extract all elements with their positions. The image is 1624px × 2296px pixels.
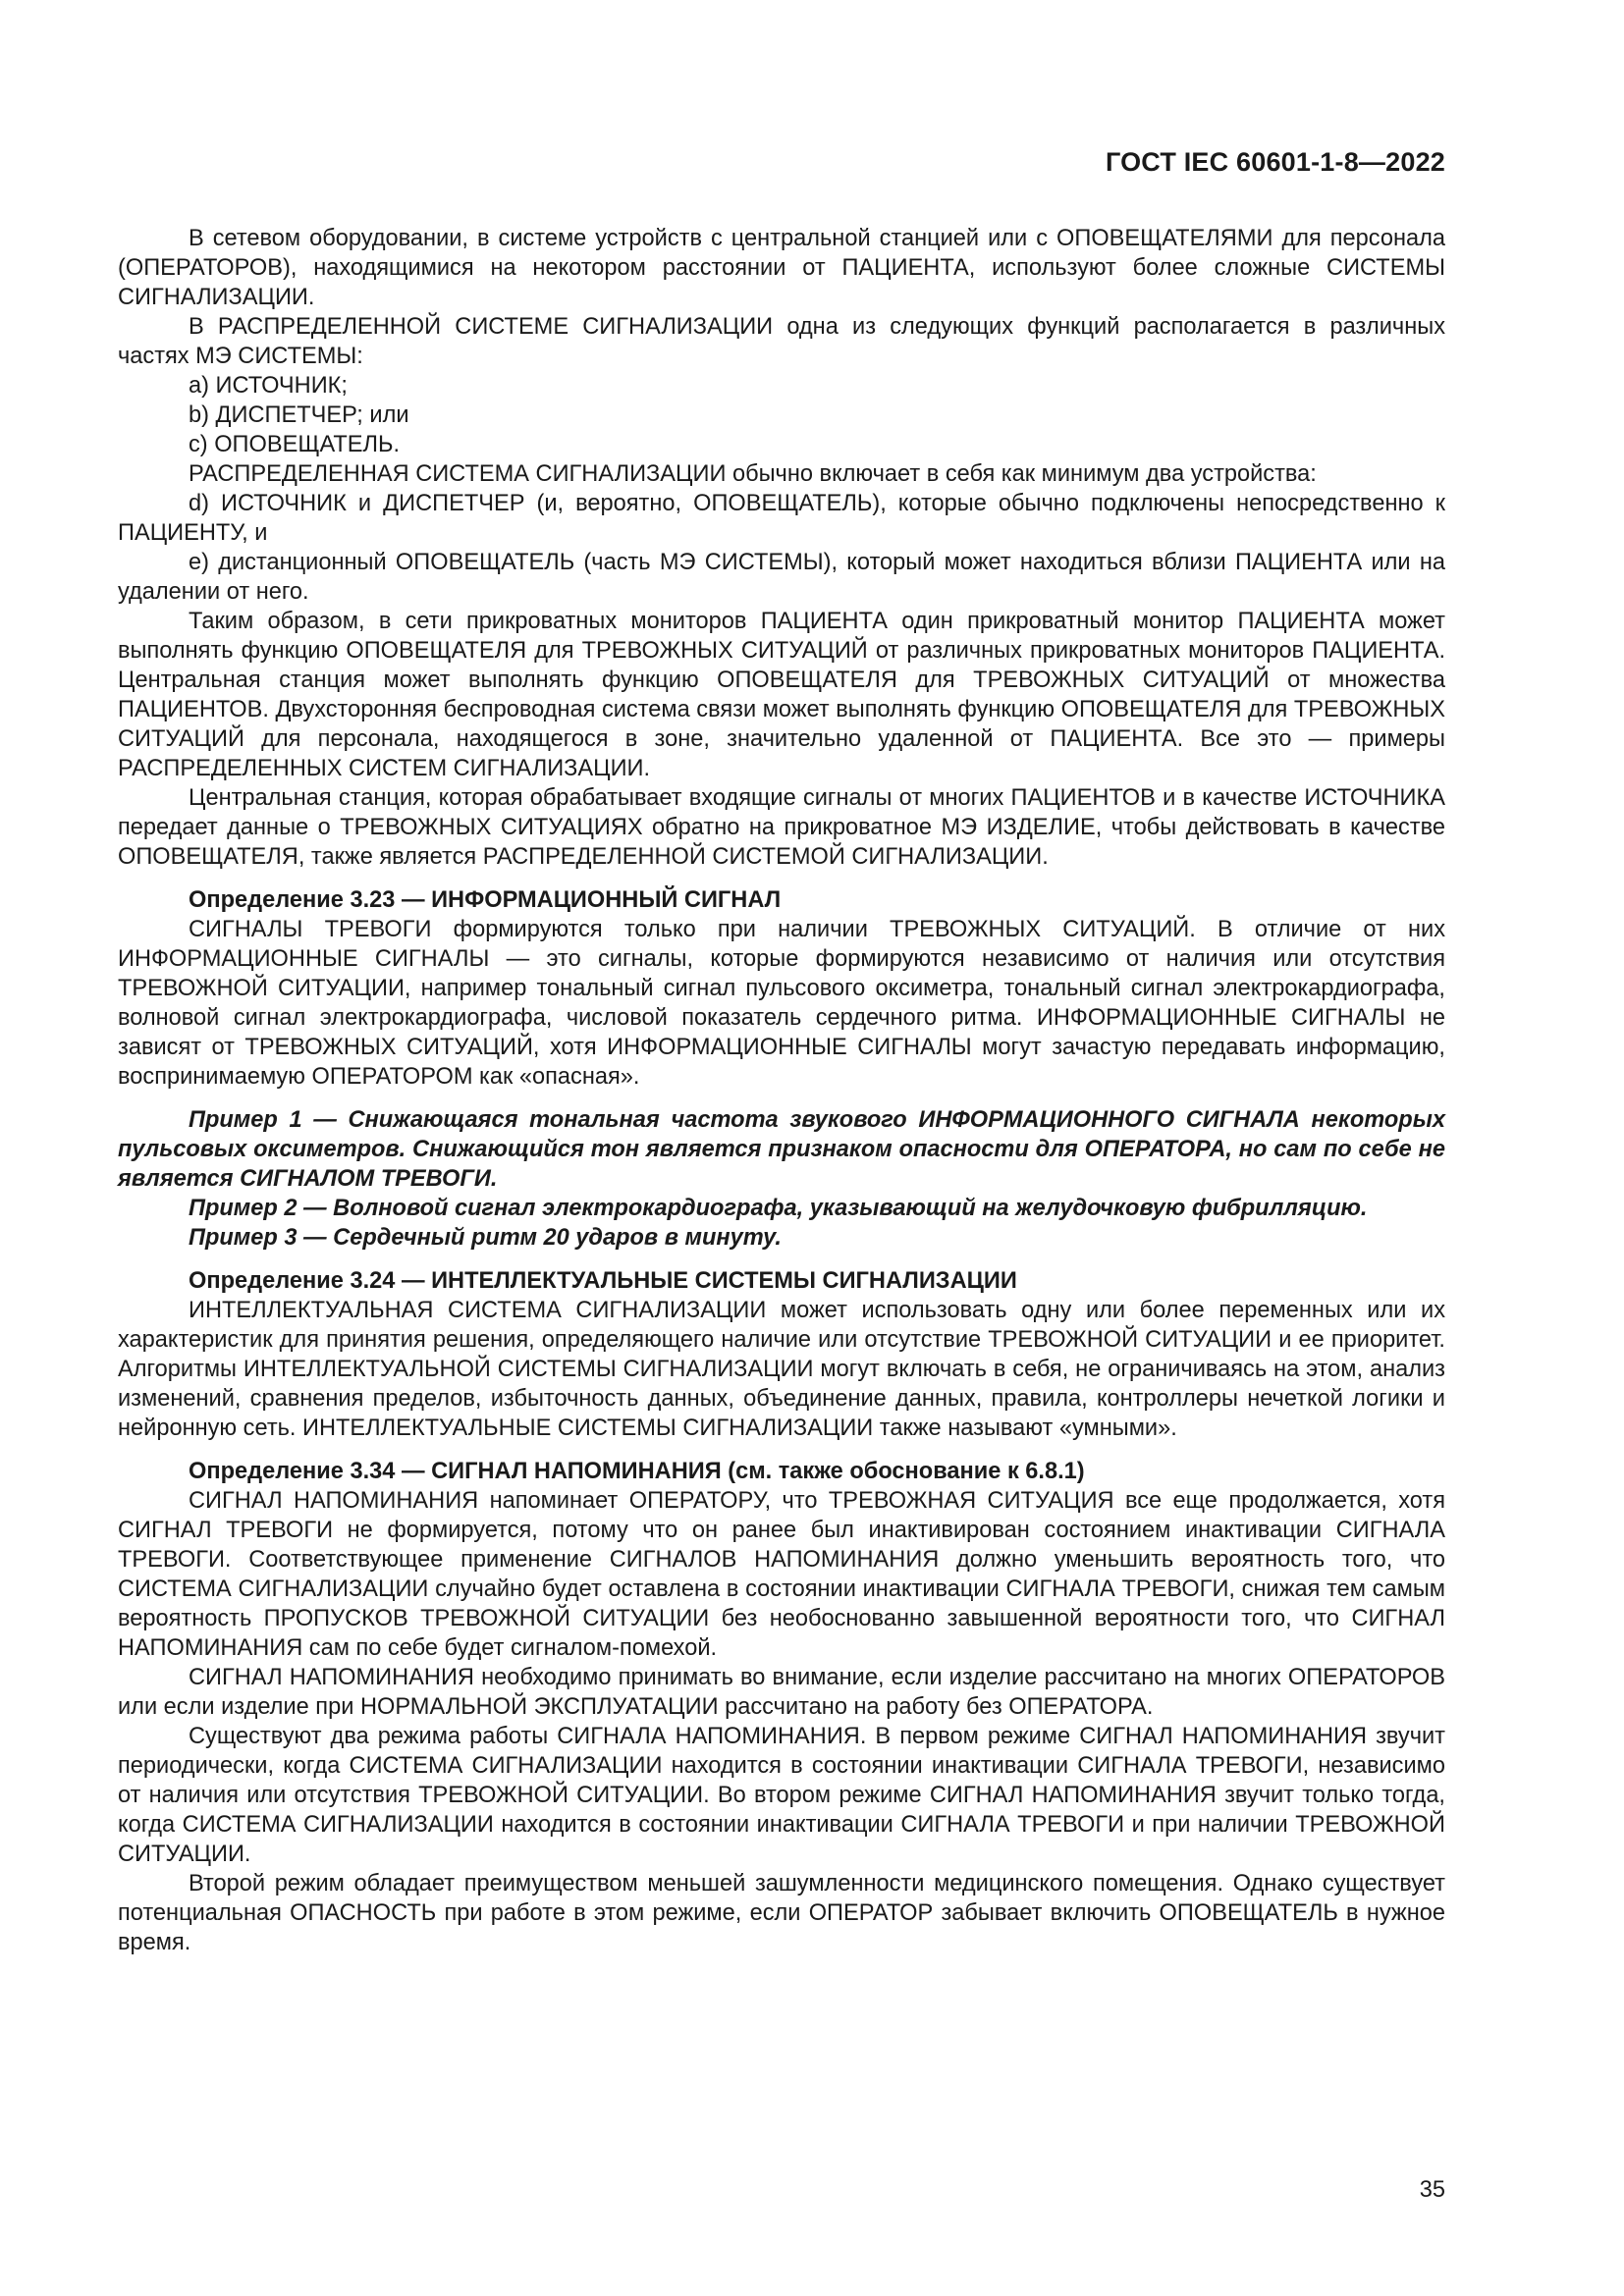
body-paragraph: c) ОПОВЕЩАТЕЛЬ. bbox=[189, 432, 401, 457]
body-paragraph: РАСПРЕДЕЛЕННАЯ СИСТЕМА СИГНАЛИЗАЦИИ обычно включает в себя как минимум два устройства: bbox=[189, 461, 1317, 487]
body-paragraph: ИНТЕЛЛЕКТУАЛЬНАЯ СИСТЕМА СИГНАЛИЗАЦИИ может использовать одну или более переменных или их характеристик для принятия решения, определяющего наличие или отсутствие ТРЕВОЖНОЙ СИТУАЦИИ и ее приоритет. Алгоритмы ИНТЕЛЛЕКТУАЛЬНОЙ СИСТЕМЫ СИГНАЛИЗАЦИИ могут включать в себя, не ограничиваясь на этом, анализ изменений, сравнения пределов, избыточность данных, объединение данных, правила, контроллеры нечеткой логики и нейронную сеть. ИНТЕЛЛЕКТУАЛЬНЫЕ СИСТЕМЫ СИГНАЛИЗАЦИИ также называют «умными». bbox=[118, 1298, 1445, 1441]
document-code-header: ГОСТ IEC 60601-1-8—2022 bbox=[1105, 147, 1445, 177]
body-paragraph: СИГНАЛЫ ТРЕВОГИ формируются только при наличии ТРЕВОЖНЫХ СИТУАЦИЙ. В отличие от них ИНФОРМАЦИОННЫЕ СИГНАЛЫ — это сигналы, которые формируются независимо от наличия или отсутствия ТРЕВОЖНОЙ СИТУАЦИИ, например тональный сигнал пульсового оксиметра, тональный сигнал электрокардиографа, волновой сигнал электрокардиографа, числовой показатель сердечного ритма. ИНФОРМАЦИОННЫЕ СИГНАЛЫ не зависят от ТРЕВОЖНЫХ СИТУАЦИЙ, хотя ИНФОРМАЦИОННЫЕ СИГНАЛЫ могут зачастую передавать информацию, воспринимаемую ОПЕРАТОРОМ как «опасная». bbox=[118, 917, 1445, 1090]
body-paragraph: Существуют два режима работы СИГНАЛА НАПОМИНАНИЯ. В первом режиме СИГНАЛ НАПОМИНАНИЯ звучит периодически, когда СИСТЕМА СИГНАЛИЗАЦИИ находится в состоянии инактивации СИГНАЛА ТРЕВОГИ, независимо от наличия или отсутствия ТРЕВОЖНОЙ СИТУАЦИИ. Во втором режиме СИГНАЛ НАПОМИНАНИЯ звучит только тогда, когда СИСТЕМА СИГНАЛИЗАЦИИ находится в состоянии инактивации СИГНАЛА ТРЕВОГИ и при наличии ТРЕВОЖНОЙ СИТУАЦИИ. bbox=[118, 1724, 1445, 1867]
document-body bbox=[118, 224, 1445, 1957]
page-number: 35 bbox=[1419, 2177, 1445, 2203]
body-paragraph: СИГНАЛ НАПОМИНАНИЯ необходимо принимать во внимание, если изделие рассчитано на многих ОПЕРАТОРОВ или если изделие при НОРМАЛЬНОЙ ЭКСПЛУАТАЦИИ рассчитано на работу без ОПЕРАТОРА. bbox=[118, 1665, 1445, 1720]
body-paragraph: a) ИСТОЧНИК; bbox=[189, 373, 348, 399]
body-paragraph: СИГНАЛ НАПОМИНАНИЯ напоминает ОПЕРАТОРУ, что ТРЕВОЖНАЯ СИТУАЦИЯ все еще продолжается, хотя СИГНАЛ ТРЕВОГИ не формируется, потому что он ранее был инактивирован состоянием инактивации СИГНАЛА ТРЕВОГИ. Соответствующее применение СИГНАЛОВ НАПОМИНАНИЯ должно уменьшить вероятность того, что СИСТЕМА СИГНАЛИЗАЦИИ случайно будет оставлена в состоянии инактивации СИГНАЛА ТРЕВОГИ, снижая тем самым вероятность ПРОПУСКОВ ТРЕВОЖНОЙ СИТУАЦИИ без необоснованно завышенной вероятности того, что СИГНАЛ НАПОМИНАНИЯ сам по себе будет сигналом-помехой. bbox=[118, 1488, 1445, 1661]
body-paragraph: В сетевом оборудовании, в системе устройств с центральной станцией или с ОПОВЕЩАТЕЛЯМИ для персонала (ОПЕРАТОРОВ), находящимися на некотором расстоянии от ПАЦИЕНТА, используют более сложные СИСТЕМЫ СИГНАЛИЗАЦИИ. bbox=[118, 226, 1445, 310]
definition-heading: Определение 3.23 — ИНФОРМАЦИОННЫЙ СИГНАЛ bbox=[189, 887, 782, 913]
body-paragraph: В РАСПРЕДЕЛЕННОЙ СИСТЕМЕ СИГНАЛИЗАЦИИ одна из следующих функций располагается в различных частях МЭ СИСТЕМЫ: bbox=[118, 314, 1445, 369]
body-paragraph: Центральная станция, которая обрабатывает входящие сигналы от многих ПАЦИЕНТОВ и в качестве ИСТОЧНИКА передает данные о ТРЕВОЖНЫХ СИТУАЦИЯХ обратно на прикроватное МЭ ИЗДЕЛИЕ, чтобы действовать в качестве ОПОВЕЩАТЕЛЯ, также является РАСПРЕДЕЛЕННОЙ СИСТЕМОЙ СИГНАЛИЗАЦИИ. bbox=[118, 785, 1445, 870]
definition-heading: Определение 3.34 — СИГНАЛ НАПОМИНАНИЯ (см. также обоснование к 6.8.1) bbox=[189, 1459, 1085, 1484]
body-paragraph: Таким образом, в сети прикроватных мониторов ПАЦИЕНТА один прикроватный монитор ПАЦИЕНТА может выполнять функцию ОПОВЕЩАТЕЛЯ для ТРЕВОЖНЫХ СИТУАЦИЙ от различных прикроватных мониторов ПАЦИЕНТА. Центральная станция может выполнять функцию ОПОВЕЩАТЕЛЯ для ТРЕВОЖНЫХ СИТУАЦИЙ от множества ПАЦИЕНТОВ. Двухсторонняя беспроводная система связи может выполнять функцию ОПОВЕЩАТЕЛЯ для ТРЕВОЖНЫХ СИТУАЦИЙ для персонала, находящегося в зоне, значительно удаленной от ПАЦИЕНТА. Все это — примеры РАСПРЕДЕЛЕННЫХ СИСТЕМ СИГНАЛИЗАЦИИ. bbox=[118, 609, 1445, 781]
example-paragraph: Пример 1 — Снижающаяся тональная частота звукового ИНФОРМАЦИОННОГО СИГНАЛА некоторых пульсовых оксиметров. Снижающийся тон является признаком опасности для ОПЕРАТОРА, но сам по себе не является СИГНАЛОМ ТРЕВОГИ. bbox=[118, 1107, 1445, 1192]
body-paragraph: d) ИСТОЧНИК и ДИСПЕТЧЕР (и, вероятно, ОПОВЕЩАТЕЛЬ), которые обычно подключены непосредственно к ПАЦИЕНТУ, и bbox=[118, 491, 1445, 546]
body-paragraph: b) ДИСПЕТЧЕР; или bbox=[189, 402, 409, 428]
example-paragraph: Пример 2 — Волновой сигнал электрокардиографа, указывающий на желудочковую фибрилляцию. bbox=[189, 1196, 1368, 1221]
body-paragraph: e) дистанционный ОПОВЕЩАТЕЛЬ (часть МЭ СИСТЕМЫ), который может находиться вблизи ПАЦИЕНТА или на удалении от него. bbox=[118, 550, 1445, 605]
example-paragraph: Пример 3 — Сердечный ритм 20 ударов в минуту. bbox=[189, 1225, 782, 1251]
body-paragraph: Второй режим обладает преимуществом меньшей зашумленности медицинского помещения. Однако существует потенциальная ОПАСНОСТЬ при работе в этом режиме, если ОПЕРАТОР забывает включить ОПОВЕЩАТЕЛЬ в нужное время. bbox=[118, 1871, 1445, 1955]
definition-heading: Определение 3.24 — ИНТЕЛЛЕКТУАЛЬНЫЕ СИСТЕМЫ СИГНАЛИЗАЦИИ bbox=[189, 1268, 1017, 1294]
